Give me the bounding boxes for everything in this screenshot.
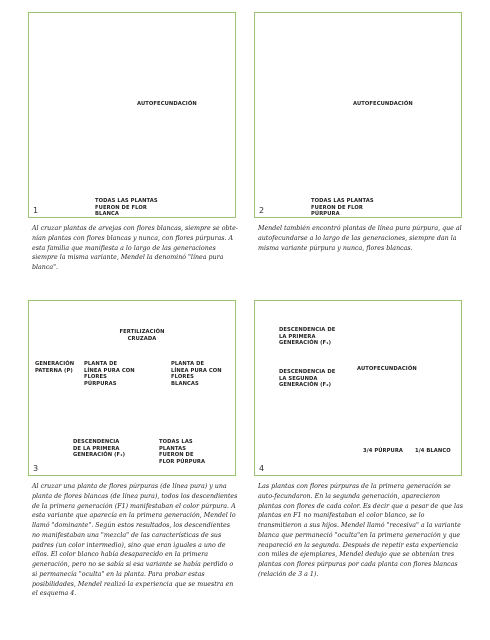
- caption-3: Al cruzar una planta de flores púrpuras (de línea pura) y una planta de flores blancas (de línea pura), todos los descendientes de la primera generación (F1) manifestaban el color púrpura. A esta variante que aparecía en la primera generación, Mendel lo llamó "dominante". Según estos resultados, los descendientes no manifestaban una "mezcla" de las características de sus padres (un color intermedio), sino que eran iguales a uno de ellos. El color blanco había desaparecido en la primera generación, pero no se sabía si esa variante se había perdido o si permanecía "oculta" en la planta. Para probar estas posibilidades, Mendel realizó la experiencia que se muestra en el esquema 4.: [32, 483, 238, 598]
- panel-3: [28, 300, 236, 476]
- selfing-label: AUTOFECUNDACIÓN: [353, 101, 413, 107]
- panel-4: [254, 300, 462, 476]
- panel-number: 2: [259, 206, 265, 215]
- f1-label: DESCENDENCIA DE LA PRIMERA GENERACIÓN (F₁): [73, 439, 126, 458]
- cross-fertilization-label: FERTILIZACIÓN CRUZADA: [119, 329, 165, 342]
- parental-generation-label: GENERACIÓN PATERNA (P): [35, 361, 75, 374]
- caption-4: Las plantas con flores púrpuras de la primera generación se auto-fecundaron. En la segunda generación, aparecieron plantas con flores de cada color. Es decir que a pesar de que las plantas en F1 no manifestaban el color blanco, se lo transmitieron a sus hijos. Mendel llamó "recesiva" a la variante blanca que permaneció "oculta"en la primera generación y que reapareció en la segunda. Después de repetir esta experiencia con miles de ejemplares, Mendel dedujo que se obtenían tres plantas con flores púrpuras por cada planta con flores blancas (relación de 3 a 1).: [258, 483, 464, 578]
- white-line-label: PLANTA DE LÍNEA PURA CON FLORES BLANCAS: [171, 361, 222, 387]
- panel-1: [28, 12, 236, 218]
- white-ratio-label: 1/4 BLANCO: [415, 448, 451, 454]
- f2-label: DESCENDENCIA DE LA SEGUNDA GENERACIÓN (F₂): [279, 369, 336, 388]
- selfing-label: AUTOFECUNDACIÓN: [357, 366, 417, 372]
- result-label: TODAS LAS PLANTAS FUERON DE FLOR BLANCA: [95, 198, 158, 217]
- purple-ratio-label: 3/4 PÚRPURA: [363, 448, 404, 454]
- panel-number: 3: [33, 464, 39, 473]
- caption-2: Mendel también encontró plantas de línea pura púrpura, que al autofecundarse a lo largo de las generaciones, siempre dan la misma variante púrpura y nunca, flores blancas.: [258, 225, 462, 252]
- caption-1: Al cruzar plantas de arvejas con flores blancas, siempre se obte-nían plantas con flores blancas y nunca, con flores púrpuras. A esta familia que manifiesta a lo largo de las generaciones siempre la misma variante, Mendel la denominó "línea pura blanca".: [32, 225, 238, 271]
- purple-line-label: PLANTA DE LÍNEA PURA CON FLORES PÚRPURAS: [84, 361, 135, 387]
- selfing-label: AUTOFECUNDACIÓN: [137, 101, 197, 107]
- result-label: TODAS LAS PLANTAS FUERON DE FLOR PÚRPURA: [311, 198, 374, 217]
- panel-number: 1: [33, 206, 39, 215]
- panel-number: 4: [259, 464, 265, 473]
- f1-label: DESCENDENCIA DE LA PRIMERA GENERACIÓN (F₁): [279, 327, 336, 346]
- panel-2: [254, 12, 462, 218]
- f1-result-label: TODAS LAS PLANTAS FUERON DE FLOR PÚRPURA: [159, 439, 206, 465]
